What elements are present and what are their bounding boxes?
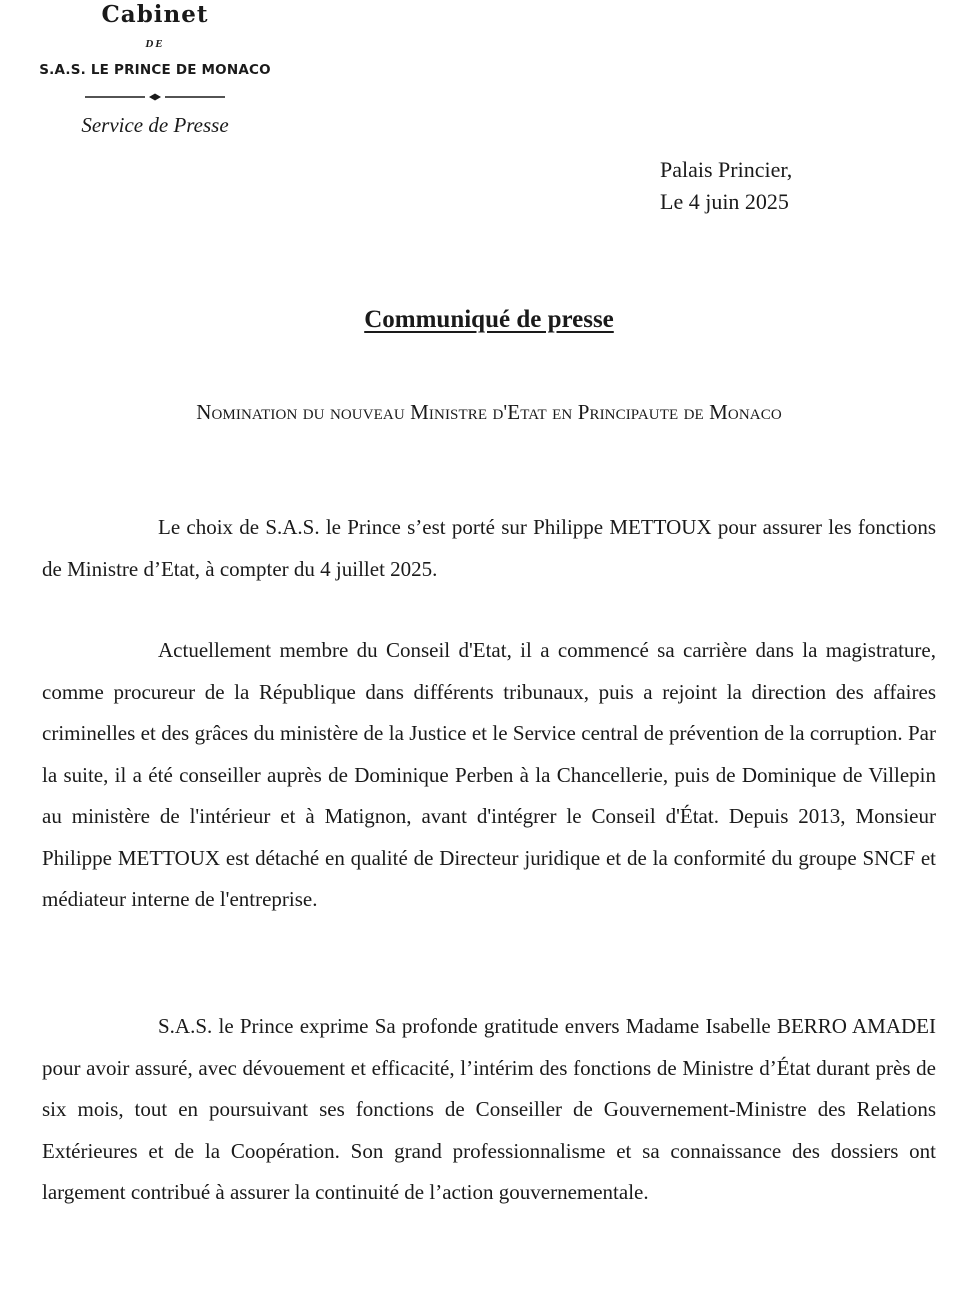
- subject-line: Nomination du nouveau Ministre d'Etat en Principaute de Monaco: [196, 400, 782, 424]
- letterhead: [10, 0, 300, 137]
- place-date: [660, 154, 792, 218]
- paragraph-text: S.A.S. le Prince exprime Sa profonde gratitude envers Madame Isabelle BERRO AMADEI pour avoir assuré, avec dévouement et efficacité, l’intérim des fonctions de Ministre d’État durant près de six mois, tout en poursuivant ses fonctions de Conseiller de Gouvernement-Ministre des Relations Extérieures et de la Coopération. Son grand professionnalisme et sa connaissance des dossiers ont largement contribué à assurer la continuité de l’action gouvernementale.: [42, 1014, 936, 1204]
- title-text: Communiqué de presse: [364, 306, 614, 333]
- paragraph-1: [42, 507, 936, 590]
- paragraph-3: [42, 1006, 936, 1214]
- letterhead-prince: S.A.S. LE PRINCE DE MONACO: [39, 62, 271, 78]
- paragraph-text: Le choix de S.A.S. le Prince s’est porté sur Philippe METTOUX pour assurer les fonctions de Ministre d’Etat, à compter du 4 juillet 2025.: [42, 515, 936, 581]
- letterhead-service: Service de Presse: [81, 113, 229, 137]
- page-title: [0, 306, 978, 334]
- letterhead-cabinet: Cabinet: [101, 1, 209, 28]
- date: Le 4 juin 2025: [660, 189, 789, 214]
- place: Palais Princier,: [660, 157, 793, 182]
- paragraph-2: [42, 630, 936, 921]
- letterhead-de: DE: [145, 38, 165, 50]
- ornament-divider-icon: [85, 92, 225, 102]
- paragraph-text: Actuellement membre du Conseil d'Etat, il a commencé sa carrière dans la magistrature, comme procureur de la République dans différents tribunaux, puis a rejoint la direction des affaires criminelles et des grâces du ministère de la Justice et le Service central de prévention de la corruption. Par la suite, il a été conseiller auprès de Dominique Perben à la Chancellerie, puis de Dominique de Villepin au ministère de l'intérieur et à Matignon, avant d'intégrer le Conseil d'État. Depuis 2013, Monsieur Philippe METTOUX est détaché en qualité de Directeur juridique et de la conformité du groupe SNCF et médiateur interne de l'entreprise.: [42, 638, 936, 911]
